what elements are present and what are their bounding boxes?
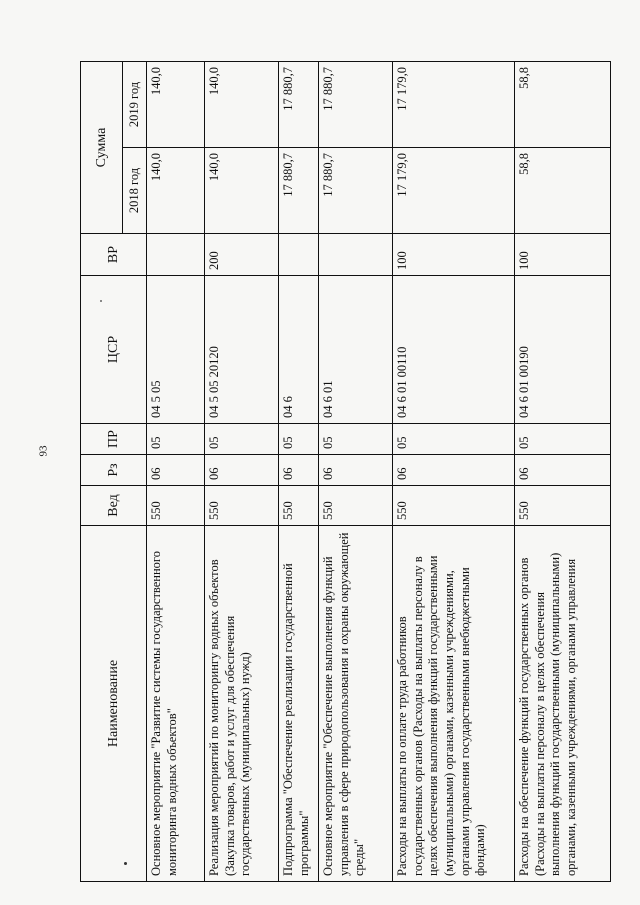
cell-rz: 06 [279,455,319,486]
table-row [515,62,611,882]
cell-2018: 140,0 [205,148,279,234]
cell-pr: 05 [205,424,279,455]
cell-csr: 04 6 01 00110 [393,276,515,424]
cell-pr: 05 [319,424,393,455]
cell-ved: 550 [515,486,611,526]
rotated-page-content [80,62,610,882]
cell-2018: 58,8 [515,148,611,234]
cell-2019: 58,8 [515,62,611,148]
table-row [393,62,515,882]
cell-name: Расходы на обеспечение функций государственных органов (Расходы на выплаты персоналу в целях обеспечения выполнения функций государственными (муниципальными) органами, казенными учреждениями, органами управления [515,526,611,882]
cell-vr: 100 [393,234,515,276]
cell-vr: 100 [515,234,611,276]
cell-pr: 05 [393,424,515,455]
table-row [205,62,279,882]
header-pr: ПР [81,424,147,455]
header-sum: Сумма [81,62,123,234]
header-csr: ЦСР [81,276,147,424]
cell-pr: 05 [515,424,611,455]
header-vr: ВР [81,234,147,276]
cell-pr: 05 [147,424,205,455]
cell-ved: 550 [393,486,515,526]
cell-name: Основное мероприятие "Развитие системы государственного мониторинга водных объектов" [147,526,205,882]
cell-csr: 04 6 [279,276,319,424]
cell-rz: 06 [515,455,611,486]
header-2018: 2018 год [123,148,147,234]
header-rz: Рз [81,455,147,486]
table-row [279,62,319,882]
cell-rz: 06 [147,455,205,486]
cell-csr: 04 5 05 [147,276,205,424]
cell-ved: 550 [279,486,319,526]
header-2019: 2019 год [123,62,147,148]
cell-csr: 04 6 01 00190 [515,276,611,424]
cell-2018: 17 880,7 [319,148,393,234]
cell-vr [319,234,393,276]
cell-csr: 04 6 01 [319,276,393,424]
cell-2018: 140,0 [147,148,205,234]
cell-csr: 04 5 05 20120 [205,276,279,424]
cell-rz: 06 [319,455,393,486]
page-number: 93 [37,445,50,457]
cell-name: Расходы на выплаты по оплате труда работников государственных органов (Расходы на выплаты персоналу в целях обеспечения выполнения функций государственными (муниципальными) органами, казенными учреждениями, органами управления государственными внебюджетными фондами) [393,526,515,882]
header-name: Наименование [81,526,147,882]
cell-2019: 140,0 [205,62,279,148]
cell-2019: 17 179,0 [393,62,515,148]
budget-table [80,61,611,882]
cell-name: Реализация мероприятий по мониторингу водных объектов (Закупка товаров, работ и услуг для обеспечения государственных (муниципальных) нужд) [205,526,279,882]
cell-rz: 06 [205,455,279,486]
cell-ved: 550 [147,486,205,526]
table-row [147,62,205,882]
cell-ved: 550 [319,486,393,526]
cell-2019: 17 880,7 [279,62,319,148]
cell-rz: 06 [393,455,515,486]
cell-2019: 140,0 [147,62,205,148]
cell-name: Подпрограмма "Обеспечение реализации государственной программы" [279,526,319,882]
cell-vr [279,234,319,276]
cell-2018: 17 179,0 [393,148,515,234]
cell-2019: 17 880,7 [319,62,393,148]
table-header-row [81,62,123,882]
cell-2018: 17 880,7 [279,148,319,234]
cell-vr: 200 [205,234,279,276]
header-ved: Вед [81,486,147,526]
cell-name: Основное мероприятие "Обеспечение выполнения функций управления в сфере природопользования и охраны окружающей среды" [319,526,393,882]
cell-pr: 05 [279,424,319,455]
cell-vr [147,234,205,276]
table-row [319,62,393,882]
cell-ved: 550 [205,486,279,526]
